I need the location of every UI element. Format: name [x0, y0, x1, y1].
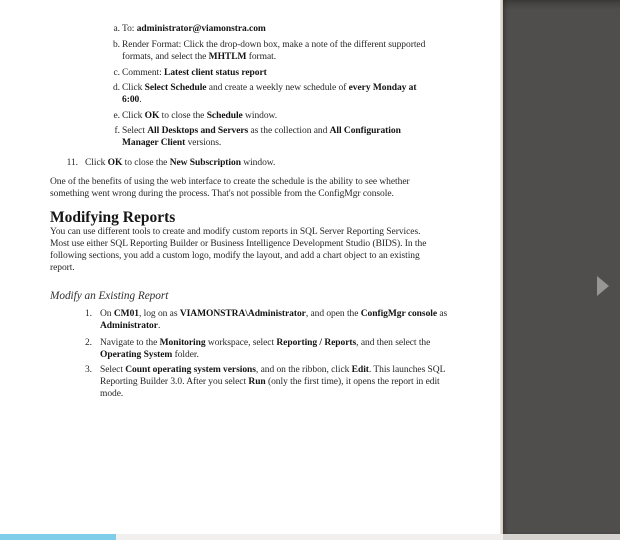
paragraph-benefits: One of the benefits of using the web interface to create the schedule is the ability to see whether something went wrong during the process. That's not possible from the ConfigMgr console. [50, 177, 410, 199]
list-marker: e. [113, 111, 120, 121]
list-item-a [50, 23, 464, 35]
list-item-text: Render Format: Click the drop-down box, make a note of the different supported formats, and select the MHTLM format. [122, 40, 426, 62]
reading-progress-track-shaded [503, 534, 620, 540]
list-marker: b. [112, 40, 120, 50]
list-marker: f. [114, 126, 120, 136]
list-item-text: Comment: Latest client status report [122, 68, 267, 78]
list-marker: 3. [84, 365, 92, 375]
list-item-d [50, 82, 464, 106]
list-item-text: Select All Desktops and Servers as the collection and All Configuration Manager Client versions. [122, 126, 401, 148]
list-marker: 2. [84, 338, 92, 348]
list-marker: d. [112, 83, 120, 93]
list-item-text: On CM01, log on as VIAMONSTRA\Administrator, and open the ConfigMgr console as Administrator. [100, 309, 448, 331]
section-heading: Modifying Reports [50, 209, 176, 226]
list-item-text: To: administrator@viamonstra.com [122, 24, 266, 34]
page-content [50, 0, 464, 400]
list-item-f [50, 125, 464, 149]
list-item-e [50, 110, 464, 122]
list-marker: 1. [84, 309, 92, 319]
reading-progress-fill [0, 534, 116, 540]
list-item-text: Click OK to close the New Subscription window. [85, 158, 276, 168]
list-marker: 11. [66, 158, 78, 168]
list-item-step-3 [50, 364, 464, 400]
list-item-text: Select Count operating system versions, and on the ribbon, click Edit. This launches SQL Reporting Builder 3.0. After you select Run (only the first time), it opens the report in edit mode. [100, 365, 446, 399]
list-marker: a. [113, 24, 120, 34]
list-item-step-1 [50, 308, 464, 332]
list-item-text: Click OK to close the Schedule window. [122, 111, 278, 121]
list-item-step-2 [50, 337, 464, 361]
reading-progress-bar[interactable] [0, 534, 620, 540]
list-item-11 [50, 157, 464, 169]
list-item-text: Navigate to the Monitoring workspace, select Reporting / Reports, and then select the Operating System folder. [100, 338, 431, 360]
subsection-heading: Modify an Existing Report [50, 290, 169, 302]
next-page-icon[interactable] [597, 276, 609, 296]
list-item-b [50, 39, 464, 63]
list-item-c [50, 67, 464, 79]
paragraph-tools: You can use different tools to create and modify custom reports in SQL Server Reporting Services. Most use either SQL Reporting Builder or Business Intelligence Development Studio (BIDS). In the following sections, you add a custom logo, modify the layout, and add a chart object to an existing report. [50, 227, 427, 273]
list-item-text: Click Select Schedule and create a weekly new schedule of every Monday at 6:00. [122, 83, 417, 105]
next-page-panel[interactable] [503, 0, 620, 534]
list-marker: c. [113, 68, 120, 78]
